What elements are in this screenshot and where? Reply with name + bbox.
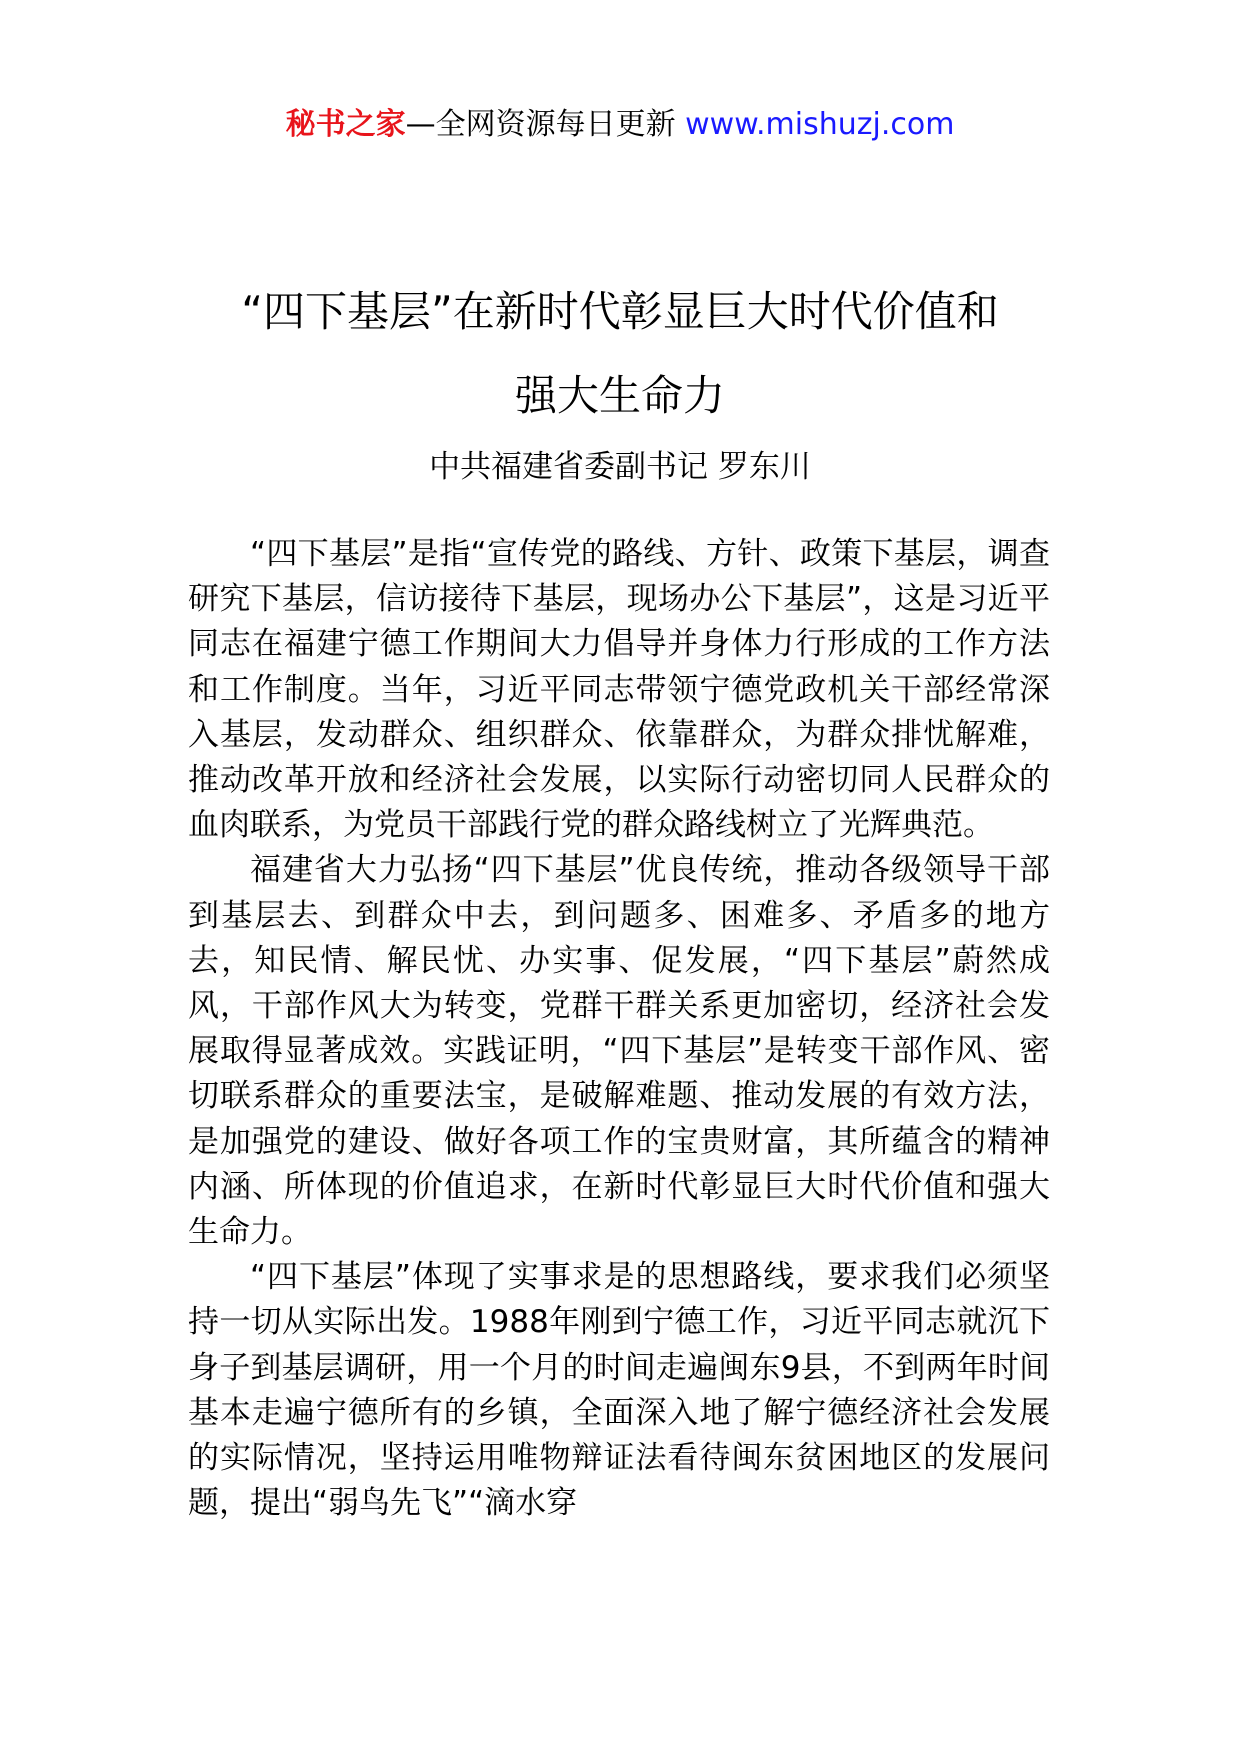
paragraph: “四下基层”是指“宣传党的路线、方针、政策下基层，调查研究下基层，信访接待下基层，现场办公下基层”，这是习近平同志在福建宁德工作期间大力倡导并身体力行形成的工作方法和工作制度。当年，习近平同志带领宁德党政机关干部经常深入基层，发动群众、组织群众、依靠群众，为群众排忧解难，推动改革开放和经济社会发展，以实际行动密切同人民群众的血肉联系，为党员干部践行党的群众路线树立了光辉典范。: [188, 536, 1050, 844]
site-url-link[interactable]: www.mishuzj.com: [685, 107, 955, 142]
article-title-line-2: 强大生命力: [514, 371, 725, 420]
site-brand: 秘书之家: [285, 107, 406, 142]
paragraph: “四下基层”体现了实事求是的思想路线，要求我们必须坚持一切从实际出发。1988年刚到宁德工作，习近平同志就沉下身子到基层调研，用一个月的时间走遍闽东9县，不到两年时间基本走遍宁德所有的乡镇，全面深入地了解宁德经济社会发展的实际情况，坚持运用唯物辩证法看待闽东贫困地区的发展问题，提出“弱鸟先飞”“滴水穿: [188, 1259, 1050, 1522]
site-header: [0, 100, 1240, 150]
article-title-line-1: “四下基层”在新时代彰显巨大时代价值和: [241, 287, 999, 336]
article-body: [188, 532, 1050, 1526]
site-tagline: —全网资源每日更新: [405, 107, 686, 142]
article-author: 中共福建省委副书记 罗东川: [429, 449, 811, 485]
article-title: [180, 270, 1060, 438]
paragraph: 福建省大力弘扬“四下基层”优良传统，推动各级领导干部到基层去、到群众中去，到问题多、困难多、矛盾多的地方去，知民情、解民忧、办实事、促发展，“四下基层”蔚然成风，干部作风大为转变，党群干群关系更加密切，经济社会发展取得显著成效。实践证明，“四下基层”是转变干部作风、密切联系群众的重要法宝，是破解难题、推动发展的有效方法，是加强党的建设、做好各项工作的宝贵财富，其所蕴含的精神内涵、所体现的价值追求，在新时代彰显巨大时代价值和强大生命力。: [188, 852, 1050, 1251]
